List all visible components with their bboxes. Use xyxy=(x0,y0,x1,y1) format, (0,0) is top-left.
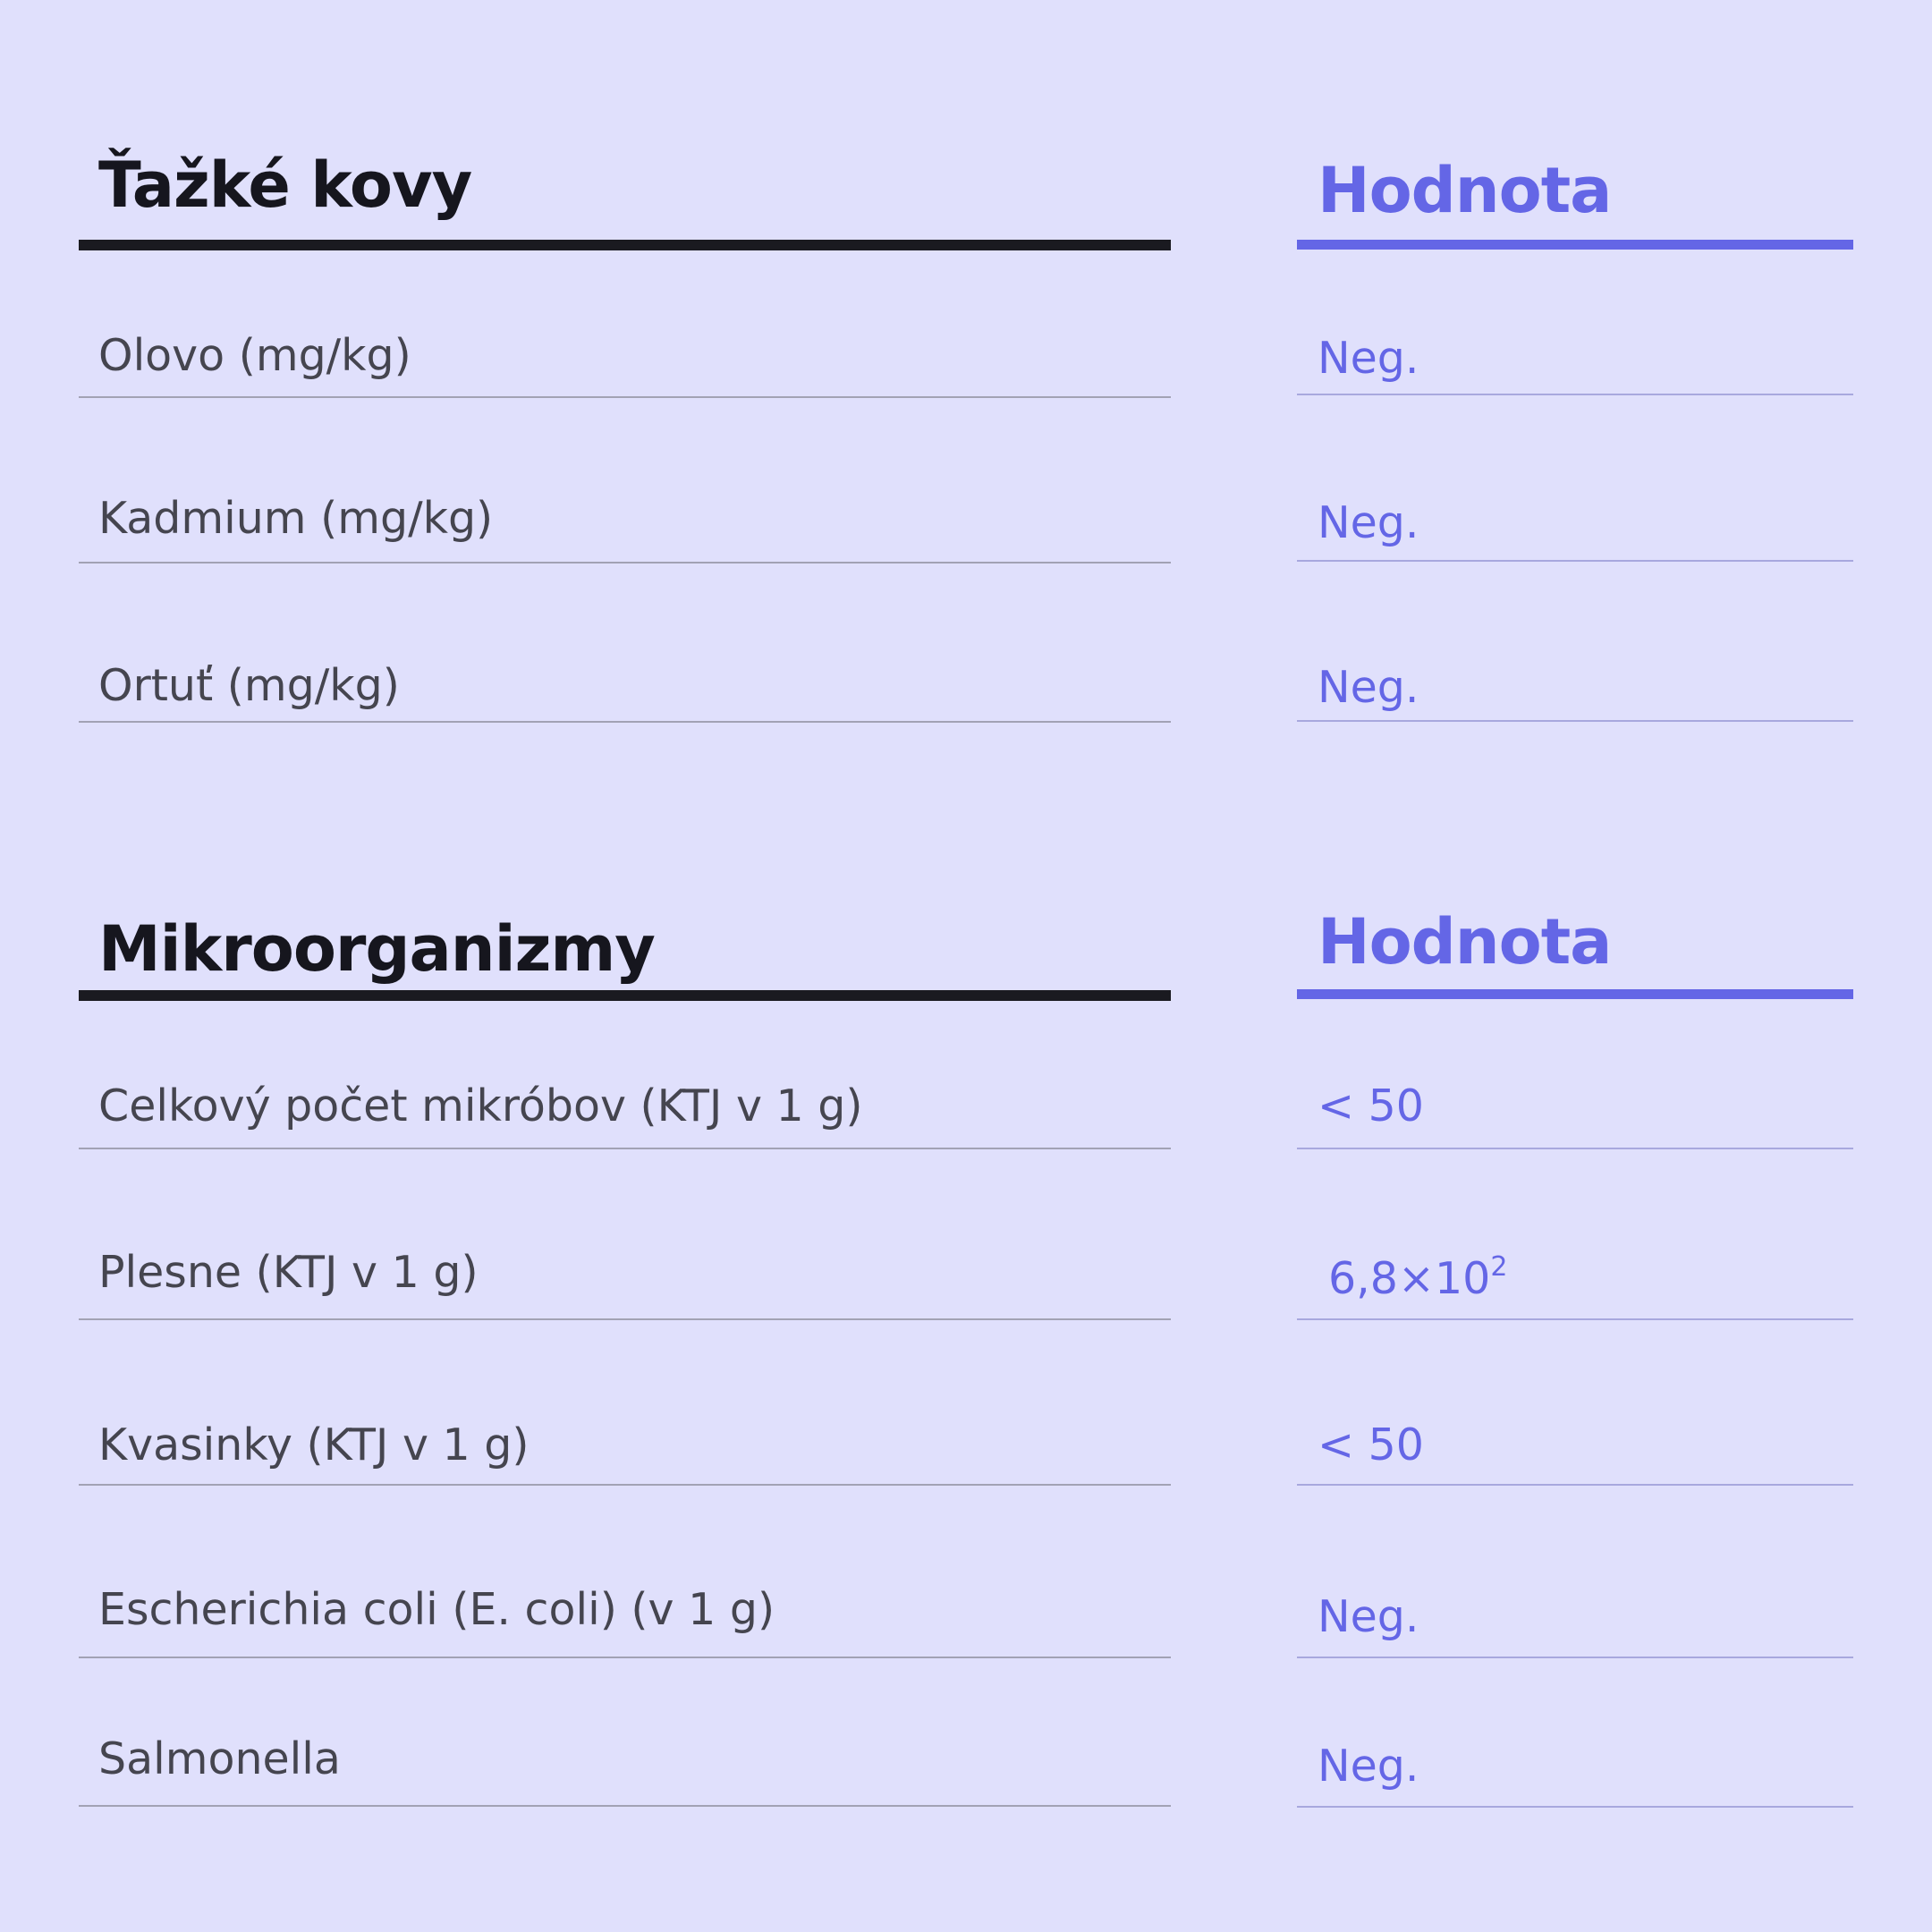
value-divider xyxy=(1297,560,1853,562)
row-divider xyxy=(79,1805,1171,1807)
row-label: Escherichia coli (E. coli) (v 1 g) xyxy=(98,1584,775,1635)
section-title: Mikroorganizmy xyxy=(98,912,655,986)
value-column-header: Hodnota xyxy=(1318,905,1612,979)
row-divider xyxy=(79,396,1171,398)
value-header-rule xyxy=(1297,989,1853,999)
row-label: Ortuť (mg/kg) xyxy=(98,660,400,711)
section-title-rule xyxy=(79,990,1171,1001)
row-divider xyxy=(79,721,1171,723)
value-divider xyxy=(1297,720,1853,722)
value-divider xyxy=(1297,1806,1853,1808)
section-title: Ťažké kovy xyxy=(98,148,472,222)
row-label: Celkový počet mikróbov (KTJ v 1 g) xyxy=(98,1080,863,1131)
value-divider xyxy=(1297,1148,1853,1149)
row-divider xyxy=(79,1657,1171,1658)
row-value: < 50 xyxy=(1318,1419,1424,1470)
row-value: < 50 xyxy=(1318,1080,1424,1131)
value-exponent: 2 xyxy=(1490,1251,1508,1283)
row-value xyxy=(1328,1251,1508,1304)
row-label: Kvasinky (KTJ v 1 g) xyxy=(98,1419,530,1470)
value-header-rule xyxy=(1297,240,1853,250)
value-mantissa: 6,8×10 xyxy=(1328,1253,1491,1304)
row-label: Salmonella xyxy=(98,1733,341,1784)
row-divider xyxy=(79,1484,1171,1486)
row-label: Kadmium (mg/kg) xyxy=(98,493,494,544)
value-divider xyxy=(1297,1657,1853,1658)
row-divider xyxy=(79,1318,1171,1320)
row-divider xyxy=(79,1148,1171,1149)
value-divider xyxy=(1297,394,1853,395)
value-divider xyxy=(1297,1318,1853,1320)
value-divider xyxy=(1297,1484,1853,1486)
row-value: Neg. xyxy=(1318,1741,1419,1792)
row-value: Neg. xyxy=(1318,333,1419,384)
value-column-header: Hodnota xyxy=(1318,154,1612,227)
section-title-rule xyxy=(79,240,1171,250)
row-value: Neg. xyxy=(1318,1591,1419,1642)
row-value: Neg. xyxy=(1318,497,1419,548)
row-label: Olovo (mg/kg) xyxy=(98,330,411,381)
row-divider xyxy=(79,562,1171,564)
row-label: Plesne (KTJ v 1 g) xyxy=(98,1247,479,1298)
row-value: Neg. xyxy=(1318,662,1419,713)
